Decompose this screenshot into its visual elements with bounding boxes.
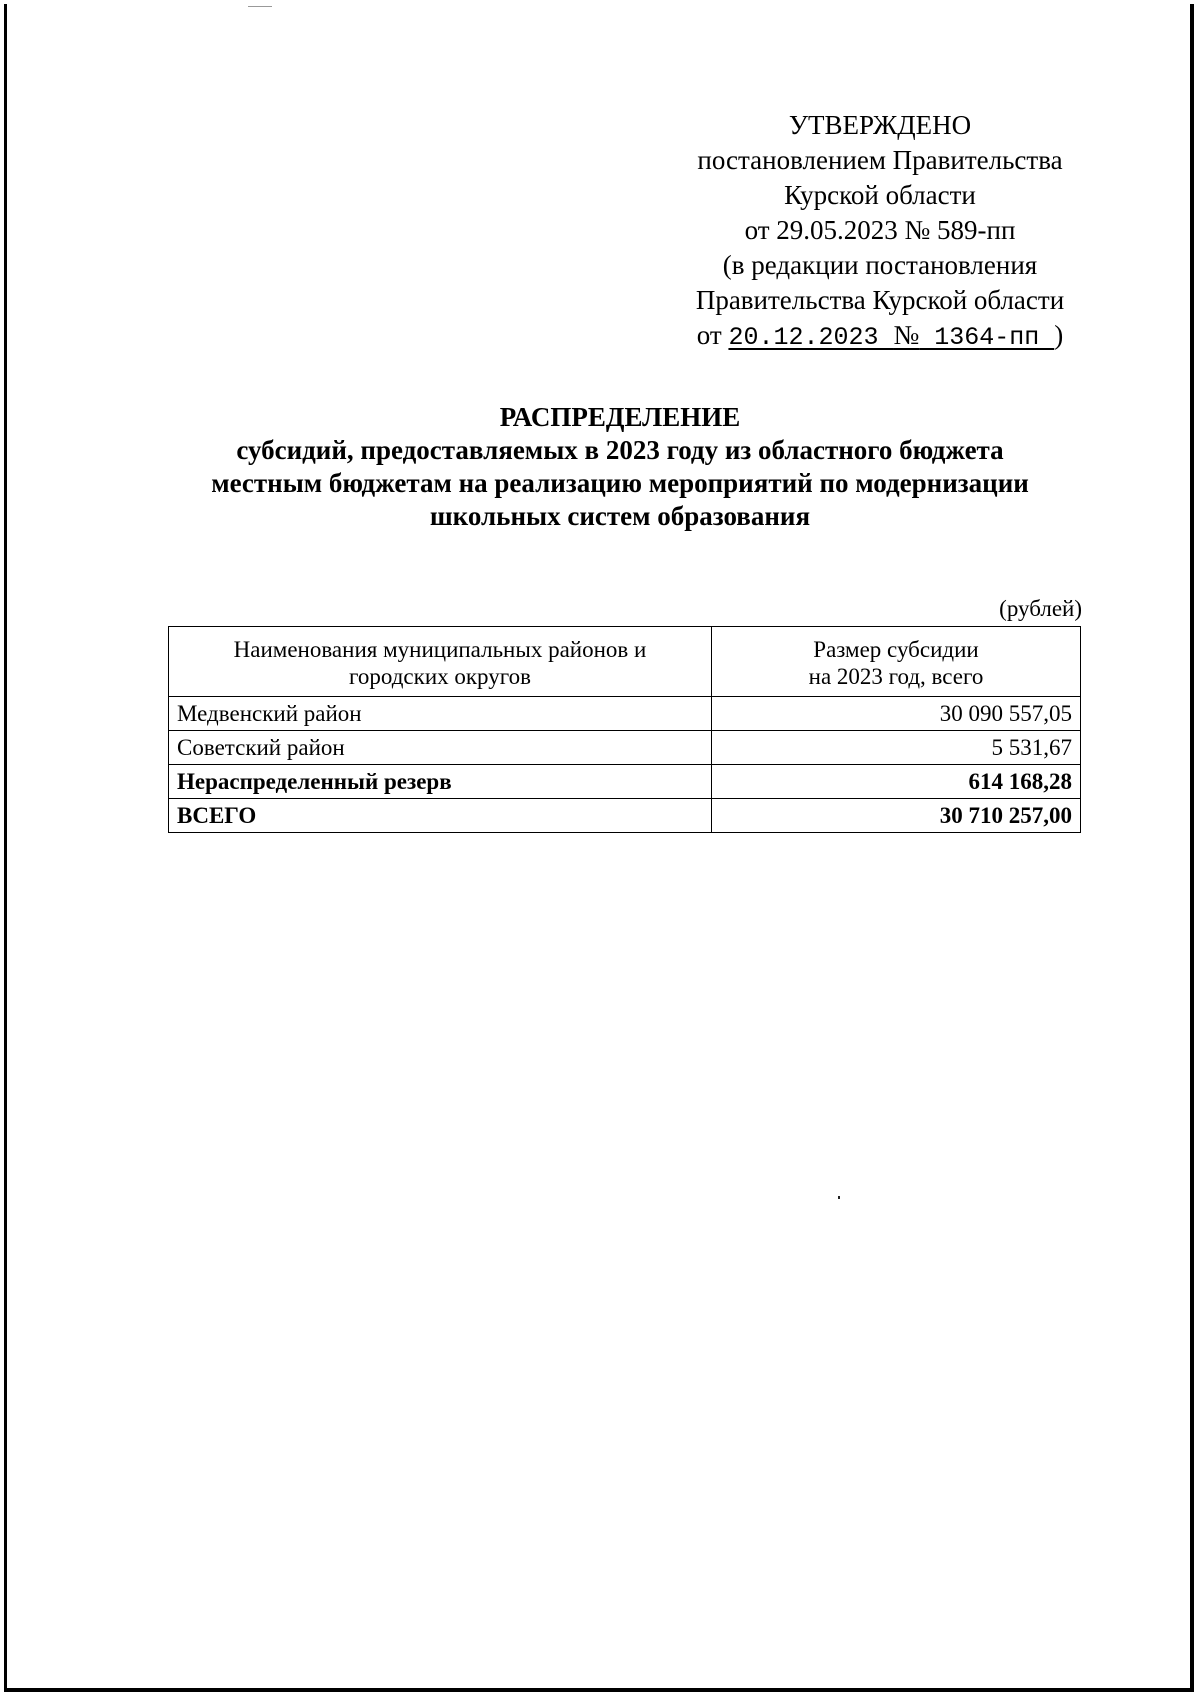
approval-block xyxy=(660,108,1100,355)
subsidy-table xyxy=(168,626,1081,833)
scan-mark xyxy=(248,6,272,7)
approval-line: постановлением Правительства xyxy=(697,145,1063,175)
table-row-reserve xyxy=(169,765,1081,799)
header-amount xyxy=(712,627,1081,697)
table-row xyxy=(169,731,1081,765)
total-name: ВСЕГО xyxy=(169,799,712,833)
subsidy-amount: 30 090 557,05 xyxy=(712,697,1081,731)
approval-decree: от 29.05.2023 № 589-пп xyxy=(744,215,1016,245)
amendment-date: 20.12.2023 xyxy=(728,323,894,352)
total-amount: 30 710 257,00 xyxy=(712,799,1081,833)
table-header-row xyxy=(169,627,1081,697)
header-name xyxy=(169,627,712,697)
header-name-line2: городских округов xyxy=(349,664,531,689)
document-title xyxy=(120,401,1120,533)
district-name: Медвенский район xyxy=(169,697,712,731)
district-name: Советский район xyxy=(169,731,712,765)
amendment-line xyxy=(660,318,1100,355)
title-heading: РАСПРЕДЕЛЕНИЕ xyxy=(499,402,741,432)
amendment-prefix: от xyxy=(696,320,729,350)
table-row xyxy=(169,697,1081,731)
header-amount-line1: Размер субсидии xyxy=(813,637,979,662)
approval-heading: УТВЕРЖДЕНО xyxy=(788,110,972,140)
reserve-amount: 614 168,28 xyxy=(712,765,1081,799)
scan-speck xyxy=(838,1196,840,1199)
table-row-total xyxy=(169,799,1081,833)
header-amount-line2: на 2023 год, всего xyxy=(808,664,984,689)
title-line: субсидий, предоставляемых в 2023 году из областного бюджета xyxy=(236,435,1004,465)
approval-line: Курской области xyxy=(784,180,976,210)
title-line: школьных систем образования xyxy=(429,501,811,531)
amendment-suffix: ) xyxy=(1054,320,1064,350)
amendment-number-sign: № xyxy=(893,320,920,350)
amendment-number: 1364-пп xyxy=(919,323,1055,352)
header-name-line1: Наименования муниципальных районов и xyxy=(233,637,647,662)
title-line: местным бюджетам на реализацию мероприятий по модернизации xyxy=(211,468,1029,498)
reserve-name: Нераспределенный резерв xyxy=(169,765,712,799)
approval-line: Правительства Курской области xyxy=(695,285,1065,315)
unit-label: (рублей) xyxy=(999,596,1082,621)
approval-line: (в редакции постановления xyxy=(722,250,1038,280)
subsidy-amount: 5 531,67 xyxy=(712,731,1081,765)
